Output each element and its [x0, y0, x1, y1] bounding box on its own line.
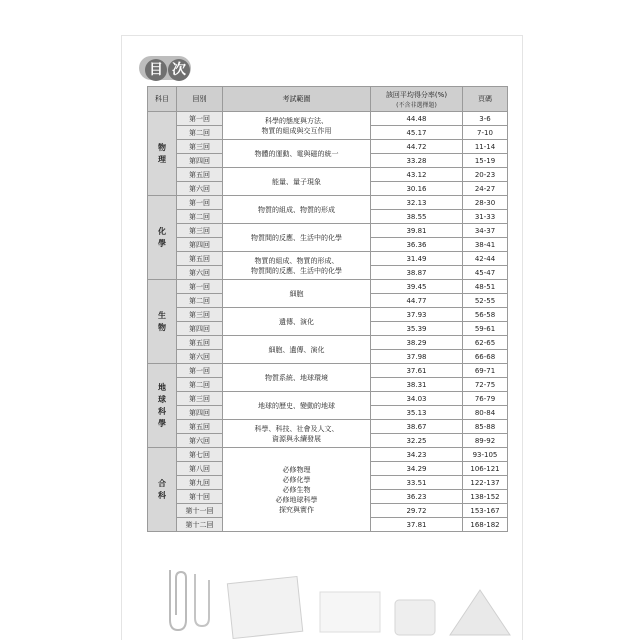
- round-cell: 第四回: [177, 238, 223, 252]
- table-row: [148, 280, 508, 294]
- round-cell: 第八回: [177, 462, 223, 476]
- scope-line: 物體的運動、電與磁的統一: [254, 149, 339, 158]
- round-cell: 第二回: [177, 210, 223, 224]
- pages-cell: 168-182: [463, 518, 508, 532]
- rate-cell: 38.87: [371, 266, 463, 280]
- round-cell: 第五回: [177, 252, 223, 266]
- pages-cell: 48-51: [463, 280, 508, 294]
- scope-line: 物質的組成、物質的形成: [258, 205, 335, 214]
- subject-cell: [148, 196, 177, 280]
- pages-cell: 56-58: [463, 308, 508, 322]
- round-cell: 第六回: [177, 350, 223, 364]
- round-cell: 第五回: [177, 168, 223, 182]
- header-rate-label: 該回平均得分率(%): [385, 90, 448, 99]
- round-cell: 第七回: [177, 448, 223, 462]
- round-cell: 第六回: [177, 434, 223, 448]
- round-cell: 第十二回: [177, 518, 223, 532]
- rate-cell: 36.23: [371, 490, 463, 504]
- pages-cell: 3-6: [463, 112, 508, 126]
- subject-name: 物理: [158, 142, 166, 164]
- header-scope: 考試範圍: [223, 87, 371, 112]
- note-card-icon: [320, 592, 380, 632]
- rate-cell: 44.72: [371, 140, 463, 154]
- round-cell: 第一回: [177, 196, 223, 210]
- round-cell: 第六回: [177, 266, 223, 280]
- scope-cell: [223, 336, 371, 364]
- rate-cell: 34.29: [371, 462, 463, 476]
- scope-cell: [223, 224, 371, 252]
- subject-cell: [148, 112, 177, 196]
- rate-cell: 37.98: [371, 350, 463, 364]
- stationery-illustration: [150, 560, 520, 640]
- header-row: [148, 87, 508, 112]
- round-cell: 第五回: [177, 336, 223, 350]
- scope-line: 必修物理: [282, 465, 311, 474]
- notepad-icon: [227, 576, 302, 638]
- header-pages: 頁碼: [463, 87, 508, 112]
- table-row: [148, 364, 508, 378]
- table-row: [148, 196, 508, 210]
- scope-line: 細胞: [289, 289, 304, 298]
- pages-cell: 38-41: [463, 238, 508, 252]
- rate-cell: 33.51: [371, 476, 463, 490]
- round-cell: 第六回: [177, 182, 223, 196]
- title-char-1: 目: [145, 59, 167, 81]
- pages-cell: 72-75: [463, 378, 508, 392]
- scope-cell: [223, 196, 371, 224]
- rate-cell: 43.12: [371, 168, 463, 182]
- pages-cell: 80-84: [463, 406, 508, 420]
- subject-cell: [148, 448, 177, 532]
- pages-cell: 42-44: [463, 252, 508, 266]
- header-subject: 科目: [148, 87, 177, 112]
- pages-cell: 52-55: [463, 294, 508, 308]
- table-row: [148, 392, 508, 406]
- scope-line: 物質間的反應、生活中的化學: [251, 266, 342, 275]
- paperclip-icon: [195, 574, 209, 626]
- pages-cell: 15-19: [463, 154, 508, 168]
- round-cell: 第十一回: [177, 504, 223, 518]
- round-cell: 第二回: [177, 126, 223, 140]
- scope-cell: [223, 392, 371, 420]
- round-cell: 第二回: [177, 378, 223, 392]
- pages-cell: 45-47: [463, 266, 508, 280]
- scope-line: 科學的態度與方法、: [265, 116, 328, 125]
- rate-cell: 34.23: [371, 448, 463, 462]
- paperclip-icon: [170, 570, 186, 630]
- pages-cell: 34-37: [463, 224, 508, 238]
- scope-line: 物質間的反應、生活中的化學: [251, 233, 342, 242]
- scope-line: 科學、科技、社會及人文、: [254, 424, 339, 433]
- rate-cell: 29.72: [371, 504, 463, 518]
- contents-table: [147, 86, 508, 532]
- pages-cell: 62-65: [463, 336, 508, 350]
- round-cell: 第一回: [177, 112, 223, 126]
- scope-cell: [223, 364, 371, 392]
- pages-cell: 31-33: [463, 210, 508, 224]
- scope-cell: [223, 448, 371, 532]
- cup-icon: [395, 600, 435, 635]
- scope-line: 必修化學: [282, 475, 311, 484]
- rate-cell: 31.49: [371, 252, 463, 266]
- table-row: [148, 168, 508, 182]
- pages-cell: 24-27: [463, 182, 508, 196]
- scope-cell: [223, 420, 371, 448]
- pages-cell: 69-71: [463, 364, 508, 378]
- round-cell: 第三回: [177, 224, 223, 238]
- header-round: 回別: [177, 87, 223, 112]
- round-cell: 第四回: [177, 322, 223, 336]
- scope-line: 物質系統、地球環境: [265, 373, 328, 382]
- round-cell: 第一回: [177, 280, 223, 294]
- subject-name: 化學: [158, 226, 166, 248]
- round-cell: 第二回: [177, 294, 223, 308]
- pages-cell: 153-167: [463, 504, 508, 518]
- round-cell: 第三回: [177, 392, 223, 406]
- subject-name: 地球科學: [158, 382, 166, 428]
- pages-cell: 66-68: [463, 350, 508, 364]
- subject-name: 合科: [158, 478, 166, 500]
- rate-cell: 35.13: [371, 406, 463, 420]
- rate-cell: 34.03: [371, 392, 463, 406]
- header-rate: [371, 87, 463, 112]
- round-cell: 第四回: [177, 406, 223, 420]
- rate-cell: 44.48: [371, 112, 463, 126]
- rate-cell: 39.45: [371, 280, 463, 294]
- pages-cell: 89-92: [463, 434, 508, 448]
- pages-cell: 28-30: [463, 196, 508, 210]
- pages-cell: 7-10: [463, 126, 508, 140]
- table-row: [148, 140, 508, 154]
- rate-cell: 36.36: [371, 238, 463, 252]
- table-row: [148, 420, 508, 434]
- table-row: [148, 308, 508, 322]
- round-cell: 第五回: [177, 420, 223, 434]
- round-cell: 第十回: [177, 490, 223, 504]
- scope-line: 資源與永續發展: [272, 434, 321, 443]
- scope-line: 必修地球科學: [275, 495, 318, 504]
- table-row: [148, 224, 508, 238]
- pages-cell: 20-23: [463, 168, 508, 182]
- rate-cell: 38.31: [371, 378, 463, 392]
- pages-cell: 122-137: [463, 476, 508, 490]
- round-cell: 第四回: [177, 154, 223, 168]
- scope-cell: [223, 140, 371, 168]
- rate-cell: 39.81: [371, 224, 463, 238]
- subject-cell: [148, 364, 177, 448]
- pages-cell: 76-79: [463, 392, 508, 406]
- contents-body: [148, 112, 508, 532]
- scope-cell: [223, 252, 371, 280]
- header-rate-note: (不含非選擇題): [396, 101, 437, 109]
- table-row: [148, 112, 508, 126]
- table-row: [148, 448, 508, 462]
- rate-cell: 44.77: [371, 294, 463, 308]
- rate-cell: 38.67: [371, 420, 463, 434]
- title-char-2: 次: [168, 59, 190, 81]
- scope-cell: [223, 112, 371, 140]
- rate-cell: 32.25: [371, 434, 463, 448]
- pages-cell: 138-152: [463, 490, 508, 504]
- scope-line: 物質的組成與交互作用: [261, 126, 332, 135]
- pages-cell: 93-105: [463, 448, 508, 462]
- pages-cell: 106-121: [463, 462, 508, 476]
- scope-line: 能量、量子現象: [272, 177, 321, 186]
- scope-line: 地球的歷史、變動的地球: [258, 401, 335, 410]
- subject-cell: [148, 280, 177, 364]
- scope-cell: [223, 280, 371, 308]
- rate-cell: 45.17: [371, 126, 463, 140]
- table-row: [148, 336, 508, 350]
- scope-line: 探究與實作: [279, 505, 314, 514]
- rate-cell: 38.29: [371, 336, 463, 350]
- scope-line: 細胞、遺傳、演化: [268, 345, 325, 354]
- pages-cell: 59-61: [463, 322, 508, 336]
- round-cell: 第三回: [177, 308, 223, 322]
- pages-cell: 11-14: [463, 140, 508, 154]
- rate-cell: 35.39: [371, 322, 463, 336]
- rate-cell: 32.13: [371, 196, 463, 210]
- rate-cell: 30.16: [371, 182, 463, 196]
- round-cell: 第一回: [177, 364, 223, 378]
- scope-cell: [223, 168, 371, 196]
- rate-cell: 37.61: [371, 364, 463, 378]
- scope-line: 遺傳、演化: [279, 317, 314, 326]
- triangle-ruler-icon: [450, 590, 510, 635]
- round-cell: 第三回: [177, 140, 223, 154]
- rate-cell: 38.55: [371, 210, 463, 224]
- table-row: [148, 252, 508, 266]
- scope-line: 必修生物: [282, 485, 311, 494]
- rate-cell: 37.81: [371, 518, 463, 532]
- subject-name: 生物: [158, 310, 166, 332]
- rate-cell: 33.28: [371, 154, 463, 168]
- round-cell: 第九回: [177, 476, 223, 490]
- pages-cell: 85-88: [463, 420, 508, 434]
- rate-cell: 37.93: [371, 308, 463, 322]
- scope-cell: [223, 308, 371, 336]
- scope-line: 物質的組成、物質的形成、: [254, 256, 339, 265]
